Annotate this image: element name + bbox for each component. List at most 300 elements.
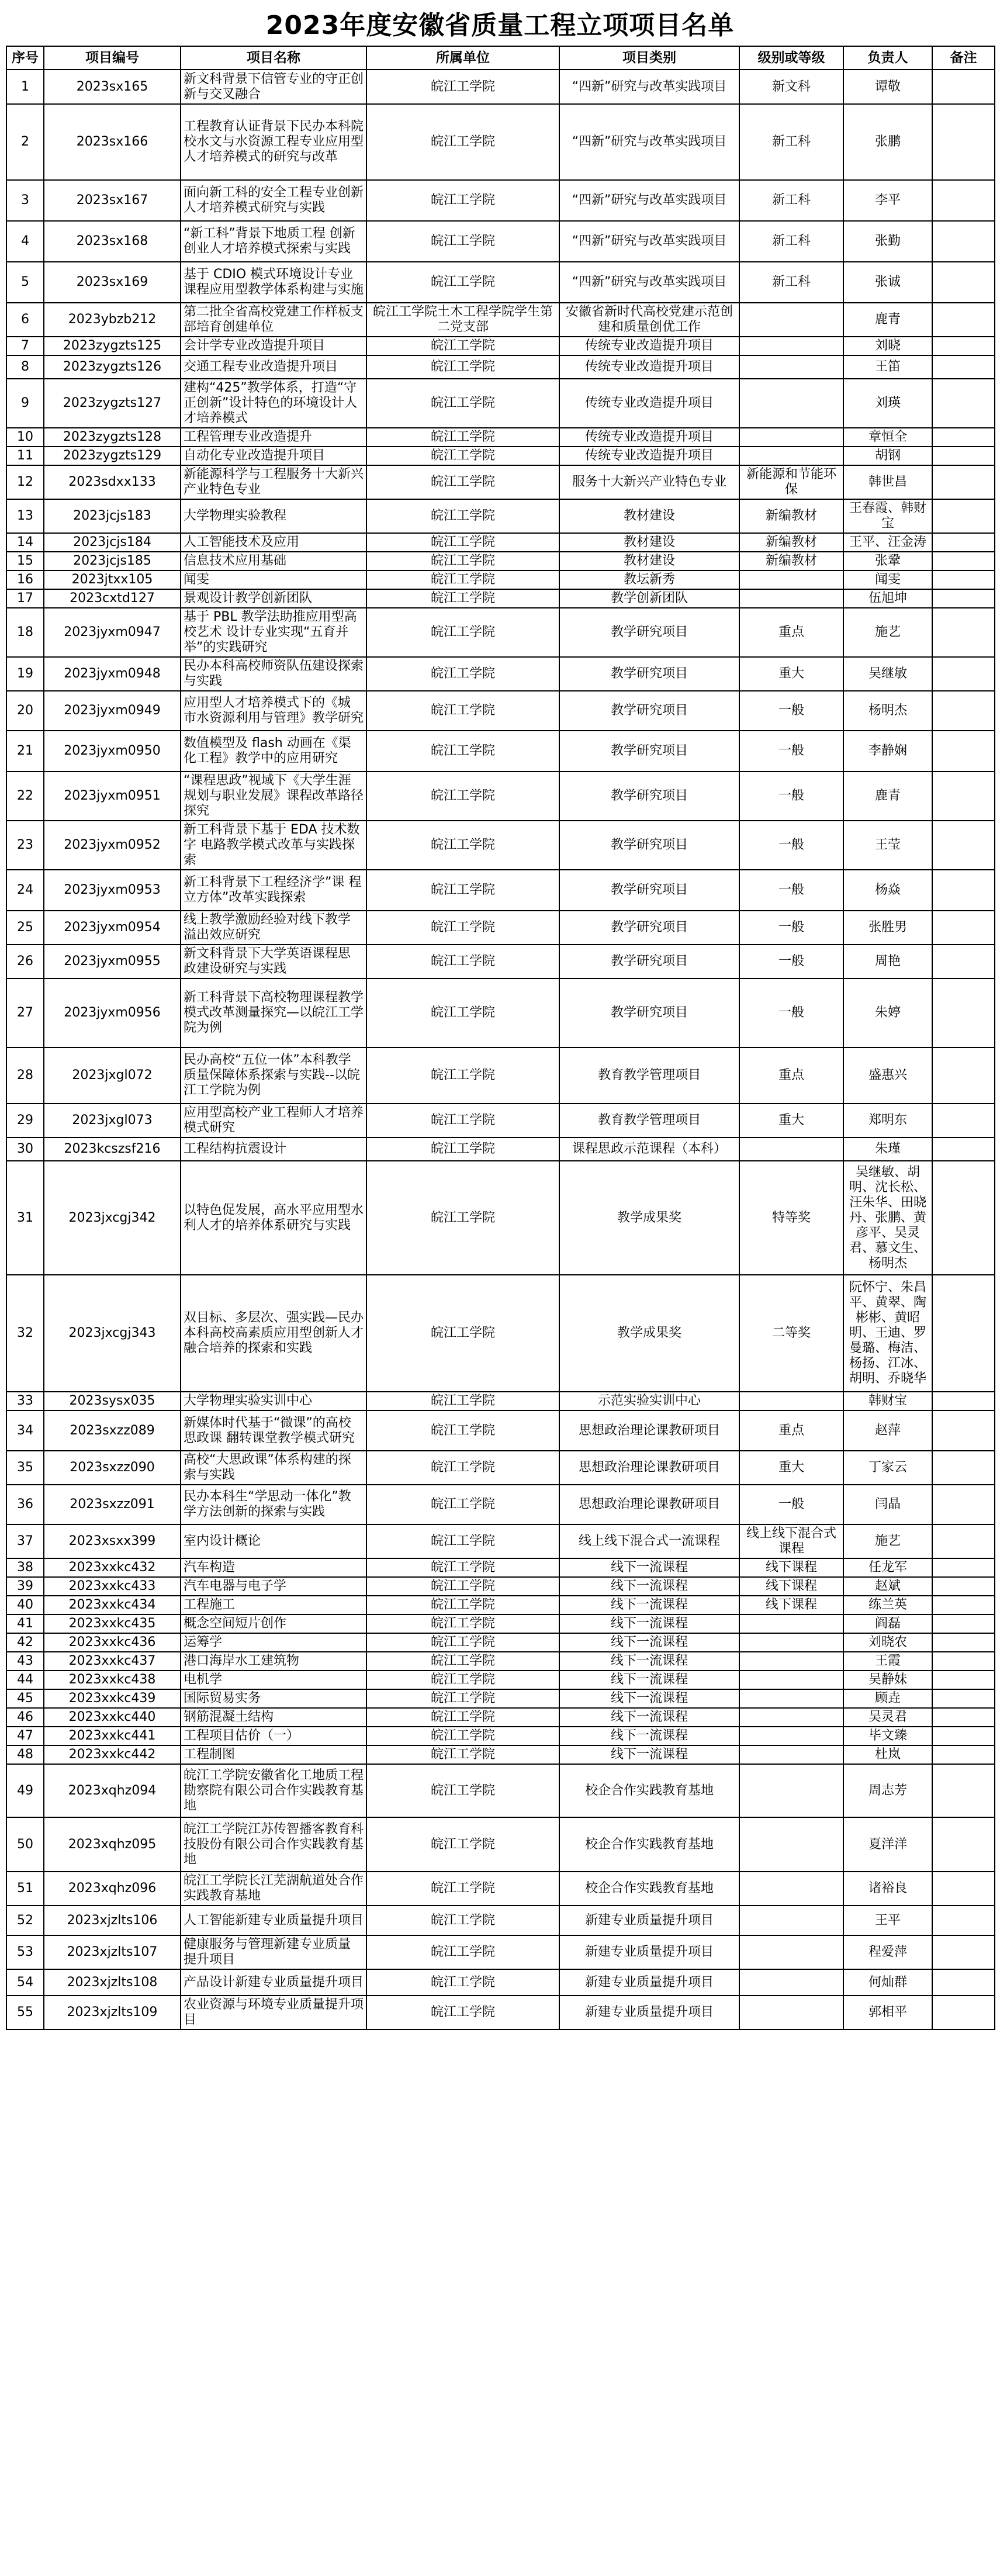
- cell-name: 汽车电器与电子学: [181, 1577, 366, 1596]
- page-title: 2023年度安徽省质量工程立项项目名单: [265, 11, 735, 40]
- cell-code: 2023cxtd127: [44, 589, 181, 608]
- cell-seq: 38: [6, 1558, 44, 1577]
- cell-seq: 52: [6, 1906, 44, 1935]
- table-row: [6, 1817, 995, 1872]
- cell-seq: 50: [6, 1817, 44, 1872]
- cell-level: [739, 1906, 843, 1935]
- cell-level: 重大: [739, 657, 843, 691]
- cell-leader: 伍旭坤: [843, 589, 932, 608]
- cell-leader: 鹿青: [843, 303, 932, 337]
- cell-code: 2023kcszsf216: [44, 1137, 181, 1161]
- cell-leader: 程爱萍: [843, 1935, 932, 1969]
- cell-name: 新媒体时代基于“微课”的高校思政课 翻转课堂教学模式研究: [181, 1410, 366, 1451]
- cell-name: 景观设计教学创新团队: [181, 589, 366, 608]
- table-row: [6, 499, 995, 533]
- cell-level: [739, 1872, 843, 1906]
- cell-code: 2023sxzz090: [44, 1451, 181, 1485]
- cell-code: 2023jxgl073: [44, 1104, 181, 1137]
- cell-unit: 皖江工学院: [366, 1137, 559, 1161]
- cell-note: [932, 1137, 995, 1161]
- cell-code: 2023jtxx105: [44, 570, 181, 589]
- cell-unit: 皖江工学院: [366, 1689, 559, 1708]
- cell-code: 2023xxkc435: [44, 1614, 181, 1633]
- cell-note: [932, 1410, 995, 1451]
- cell-note: [932, 945, 995, 978]
- cell-unit: 皖江工学院: [366, 608, 559, 657]
- table-row: [6, 355, 995, 379]
- cell-name: 皖江工学院长江芜湖航道处合作实践教育基地: [181, 1872, 366, 1906]
- cell-level: 新文科: [739, 70, 843, 104]
- cell-unit: 皖江工学院: [366, 589, 559, 608]
- cell-level: 一般: [739, 821, 843, 870]
- cell-name: 新文科背景下大学英语课程思 政建设研究与实践: [181, 945, 366, 978]
- cell-leader: 任龙军: [843, 1558, 932, 1577]
- cell-name: 交通工程专业改造提升项目: [181, 355, 366, 379]
- table-row: [6, 533, 995, 552]
- cell-unit: 皖江工学院: [366, 70, 559, 104]
- cell-level: 新编教材: [739, 499, 843, 533]
- cell-note: [932, 1596, 995, 1614]
- cell-unit: 皖江工学院: [366, 1451, 559, 1485]
- cell-seq: 3: [6, 180, 44, 221]
- cell-name: 闻雯: [181, 570, 366, 589]
- cell-note: [932, 1906, 995, 1935]
- cell-note: [932, 1485, 995, 1524]
- cell-leader: 周志芳: [843, 1764, 932, 1817]
- cell-leader: 张鹏: [843, 104, 932, 180]
- cell-name: 产品设计新建专业质量提升项目: [181, 1969, 366, 1996]
- cell-seq: 37: [6, 1524, 44, 1558]
- cell-note: [932, 691, 995, 731]
- table-row: [6, 262, 995, 303]
- cell-category: 思想政治理论课教研项目: [559, 1485, 739, 1524]
- cell-category: 线下一流课程: [559, 1671, 739, 1689]
- cell-unit: 皖江工学院: [366, 911, 559, 945]
- cell-unit: 皖江工学院: [366, 1906, 559, 1935]
- cell-unit: 皖江工学院: [366, 570, 559, 589]
- table-row: [6, 1652, 995, 1671]
- cell-seq: 14: [6, 533, 44, 552]
- cell-leader: 刘瑛: [843, 379, 932, 428]
- cell-note: [932, 1969, 995, 1996]
- cell-level: [739, 1392, 843, 1410]
- cell-seq: 29: [6, 1104, 44, 1137]
- cell-level: [739, 303, 843, 337]
- cell-seq: 51: [6, 1872, 44, 1906]
- cell-name: 基于 CDIO 模式环境设计专业课程应用型教学体系构建与实施: [181, 262, 366, 303]
- table-row: [6, 978, 995, 1047]
- cell-category: 线下一流课程: [559, 1745, 739, 1764]
- table-row: [6, 691, 995, 731]
- cell-leader: 练兰英: [843, 1596, 932, 1614]
- cell-leader: 闻雯: [843, 570, 932, 589]
- cell-seq: 27: [6, 978, 44, 1047]
- cell-level: 一般: [739, 731, 843, 772]
- table-row: [6, 1451, 995, 1485]
- cell-leader: 杨明杰: [843, 691, 932, 731]
- cell-note: [932, 1161, 995, 1275]
- cell-category: “四新”研究与改革实践项目: [559, 104, 739, 180]
- cell-code: 2023xxkc441: [44, 1727, 181, 1745]
- cell-leader: 章恒全: [843, 428, 932, 447]
- cell-note: [932, 465, 995, 499]
- cell-category: 教育教学管理项目: [559, 1104, 739, 1137]
- cell-code: 2023jyxm0949: [44, 691, 181, 731]
- table-row: [6, 1935, 995, 1969]
- cell-category: 新建专业质量提升项目: [559, 1996, 739, 2029]
- project-table: [6, 46, 995, 2030]
- cell-name: 数值模型及 flash 动画在《渠 化工程》教学中的应用研究: [181, 731, 366, 772]
- cell-code: 2023jyxm0955: [44, 945, 181, 978]
- cell-leader: 谭敬: [843, 70, 932, 104]
- cell-code: 2023sx168: [44, 221, 181, 262]
- cell-category: 教坛新秀: [559, 570, 739, 589]
- cell-category: 教学研究项目: [559, 978, 739, 1047]
- cell-level: [739, 1652, 843, 1671]
- cell-unit: 皖江工学院: [366, 428, 559, 447]
- cell-category: 传统专业改造提升项目: [559, 428, 739, 447]
- cell-leader: 吴灵君: [843, 1708, 932, 1727]
- cell-level: 重大: [739, 1104, 843, 1137]
- cell-level: [739, 1689, 843, 1708]
- cell-category: “四新”研究与改革实践项目: [559, 221, 739, 262]
- cell-note: [932, 1392, 995, 1410]
- table-row: [6, 821, 995, 870]
- cell-name: 工程项目估价（一）: [181, 1727, 366, 1745]
- cell-leader: 赵萍: [843, 1410, 932, 1451]
- cell-name: 双目标、多层次、强实践—民办本科高校高素质应用型创新人才融合培养的探索和实践: [181, 1275, 366, 1392]
- cell-unit: 皖江工学院: [366, 1652, 559, 1671]
- cell-level: 线下课程: [739, 1577, 843, 1596]
- cell-code: 2023jcjs183: [44, 499, 181, 533]
- cell-unit: 皖江工学院: [366, 821, 559, 870]
- cell-name: 汽车构造: [181, 1558, 366, 1577]
- table-row: [6, 303, 995, 337]
- cell-seq: 24: [6, 870, 44, 911]
- cell-seq: 5: [6, 262, 44, 303]
- cell-seq: 32: [6, 1275, 44, 1392]
- cell-unit: 皖江工学院: [366, 657, 559, 691]
- cell-level: [739, 1137, 843, 1161]
- cell-unit: 皖江工学院: [366, 1935, 559, 1969]
- cell-code: 2023jyxm0947: [44, 608, 181, 657]
- cell-note: [932, 1935, 995, 1969]
- cell-seq: 35: [6, 1451, 44, 1485]
- cell-category: 教学成果奖: [559, 1275, 739, 1392]
- cell-code: 2023jyxm0956: [44, 978, 181, 1047]
- cell-level: 一般: [739, 945, 843, 978]
- cell-code: 2023sx167: [44, 180, 181, 221]
- cell-note: [932, 262, 995, 303]
- cell-leader: 张勤: [843, 221, 932, 262]
- cell-level: [739, 589, 843, 608]
- cell-note: [932, 355, 995, 379]
- cell-leader: 吴继敏: [843, 657, 932, 691]
- cell-note: [932, 1633, 995, 1652]
- cell-category: 课程思政示范课程（本科）: [559, 1137, 739, 1161]
- table-row: [6, 945, 995, 978]
- cell-leader: 韩财宝: [843, 1392, 932, 1410]
- cell-leader: 诸裕良: [843, 1872, 932, 1906]
- cell-name: 新工科背景下工程经济学”课 程立方体”改革实践探索: [181, 870, 366, 911]
- cell-name: 应用型高校产业工程师人才培养模式研究: [181, 1104, 366, 1137]
- cell-unit: 皖江工学院: [366, 1596, 559, 1614]
- cell-leader: 周艳: [843, 945, 932, 978]
- cell-note: [932, 303, 995, 337]
- cell-category: 教学研究项目: [559, 911, 739, 945]
- table-row: [6, 1671, 995, 1689]
- cell-seq: 42: [6, 1633, 44, 1652]
- cell-category: 示范实验实训中心: [559, 1392, 739, 1410]
- cell-leader: 胡钢: [843, 447, 932, 465]
- cell-code: 2023zygzts128: [44, 428, 181, 447]
- cell-leader: 王平、汪金涛: [843, 533, 932, 552]
- cell-category: 教学研究项目: [559, 608, 739, 657]
- cell-name: 人工智能新建专业质量提升项目: [181, 1906, 366, 1935]
- cell-unit: 皖江工学院: [366, 945, 559, 978]
- cell-level: [739, 1935, 843, 1969]
- cell-unit: 皖江工学院: [366, 262, 559, 303]
- cell-code: 2023jyxm0950: [44, 731, 181, 772]
- cell-code: 2023jyxm0954: [44, 911, 181, 945]
- cell-note: [932, 180, 995, 221]
- cell-name: 新文科背景下信管专业的守正创新与交叉融合: [181, 70, 366, 104]
- cell-category: 传统专业改造提升项目: [559, 355, 739, 379]
- cell-note: [932, 552, 995, 570]
- cell-level: 重点: [739, 608, 843, 657]
- table-row: [6, 447, 995, 465]
- cell-name: 民办本科生“学思动一体化”教 学方法创新的探索与实践: [181, 1485, 366, 1524]
- cell-code: 2023sx169: [44, 262, 181, 303]
- cell-leader: 吴静妹: [843, 1671, 932, 1689]
- cell-code: 2023jxgl072: [44, 1047, 181, 1104]
- cell-category: 教材建设: [559, 499, 739, 533]
- cell-seq: 18: [6, 608, 44, 657]
- cell-note: [932, 1524, 995, 1558]
- cell-category: 传统专业改造提升项目: [559, 379, 739, 428]
- cell-category: 校企合作实践教育基地: [559, 1817, 739, 1872]
- cell-note: [932, 911, 995, 945]
- cell-name: 基于 PBL 教学法助推应用型高校艺术 设计专业实现“五育并举”的实践研究: [181, 608, 366, 657]
- cell-unit: 皖江工学院: [366, 337, 559, 355]
- table-row: [6, 570, 995, 589]
- cell-unit: 皖江工学院: [366, 447, 559, 465]
- cell-category: 线下一流课程: [559, 1614, 739, 1633]
- cell-name: 农业资源与环境专业质量提升项目: [181, 1996, 366, 2029]
- table-row: [6, 1524, 995, 1558]
- cell-level: [739, 1633, 843, 1652]
- cell-seq: 1: [6, 70, 44, 104]
- cell-code: 2023jcjs185: [44, 552, 181, 570]
- cell-level: [739, 355, 843, 379]
- cell-name: 民办高校“五位一体”本科教学质量保障体系探索与实践--以皖江工学院为例: [181, 1047, 366, 1104]
- cell-code: 2023xxkc442: [44, 1745, 181, 1764]
- cell-name: 工程管理专业改造提升: [181, 428, 366, 447]
- cell-leader: 阎磊: [843, 1614, 932, 1633]
- cell-level: [739, 1969, 843, 1996]
- cell-note: [932, 608, 995, 657]
- cell-code: 2023jyxm0953: [44, 870, 181, 911]
- cell-level: 新工科: [739, 180, 843, 221]
- cell-unit: 皖江工学院: [366, 1671, 559, 1689]
- cell-category: 新建专业质量提升项目: [559, 1906, 739, 1935]
- cell-code: 2023xxkc432: [44, 1558, 181, 1577]
- cell-level: 一般: [739, 691, 843, 731]
- cell-seq: 13: [6, 499, 44, 533]
- cell-seq: 11: [6, 447, 44, 465]
- table-row: [6, 1392, 995, 1410]
- cell-leader: 王笛: [843, 355, 932, 379]
- cell-note: [932, 870, 995, 911]
- table-body: [6, 70, 995, 2029]
- table-row: [6, 1708, 995, 1727]
- table-row: [6, 1614, 995, 1633]
- cell-leader: 夏洋洋: [843, 1817, 932, 1872]
- table-row: [6, 1104, 995, 1137]
- cell-level: 重点: [739, 1047, 843, 1104]
- cell-code: 2023xqhz095: [44, 1817, 181, 1872]
- cell-seq: 53: [6, 1935, 44, 1969]
- cell-unit: 皖江工学院: [366, 1708, 559, 1727]
- cell-name: 面向新工科的安全工程专业创新人才培养模式研究与实践: [181, 180, 366, 221]
- cell-seq: 2: [6, 104, 44, 180]
- cell-level: [739, 379, 843, 428]
- cell-unit: 皖江工学院: [366, 1633, 559, 1652]
- cell-category: 校企合作实践教育基地: [559, 1872, 739, 1906]
- cell-level: [739, 1745, 843, 1764]
- cell-category: 教材建设: [559, 552, 739, 570]
- cell-name: 线上教学激励经验对线下教学 溢出效应研究: [181, 911, 366, 945]
- cell-seq: 55: [6, 1996, 44, 2029]
- cell-unit: 皖江工学院: [366, 1047, 559, 1104]
- cell-category: 线下一流课程: [559, 1633, 739, 1652]
- cell-unit: 皖江工学院: [366, 465, 559, 499]
- cell-unit: 皖江工学院: [366, 1161, 559, 1275]
- cell-seq: 40: [6, 1596, 44, 1614]
- cell-category: 线上线下混合式一流课程: [559, 1524, 739, 1558]
- cell-name: 建构“425”教学体系，打造“守 正创新”设计特色的环境设计人才培养模式: [181, 379, 366, 428]
- cell-leader: 张胜男: [843, 911, 932, 945]
- cell-note: [932, 1577, 995, 1596]
- cell-leader: 王平: [843, 1906, 932, 1935]
- cell-unit: 皖江工学院: [366, 1410, 559, 1451]
- table-row: [6, 1577, 995, 1596]
- cell-unit: 皖江工学院: [366, 1614, 559, 1633]
- cell-note: [932, 1872, 995, 1906]
- cell-code: 2023xjzlts106: [44, 1906, 181, 1935]
- cell-name: 会计学专业改造提升项目: [181, 337, 366, 355]
- cell-note: [932, 499, 995, 533]
- cell-code: 2023xxkc440: [44, 1708, 181, 1727]
- cell-level: 重大: [739, 1451, 843, 1485]
- table-row: [6, 1745, 995, 1764]
- cell-note: [932, 221, 995, 262]
- cell-note: [932, 1047, 995, 1104]
- cell-note: [932, 772, 995, 821]
- cell-category: “四新”研究与改革实践项目: [559, 180, 739, 221]
- cell-seq: 49: [6, 1764, 44, 1817]
- cell-code: 2023xxkc437: [44, 1652, 181, 1671]
- table-row: [6, 1689, 995, 1708]
- cell-category: 线下一流课程: [559, 1558, 739, 1577]
- cell-unit: 皖江工学院: [366, 552, 559, 570]
- cell-level: [739, 570, 843, 589]
- cell-leader: 杨焱: [843, 870, 932, 911]
- cell-leader: 顾垚: [843, 1689, 932, 1708]
- cell-seq: 12: [6, 465, 44, 499]
- cell-category: 教学研究项目: [559, 691, 739, 731]
- cell-leader: 朱婷: [843, 978, 932, 1047]
- cell-category: 教学研究项目: [559, 731, 739, 772]
- table-row: [6, 1047, 995, 1104]
- cell-leader: 朱瑾: [843, 1137, 932, 1161]
- cell-unit: 皖江工学院: [366, 1577, 559, 1596]
- cell-code: 2023xqhz094: [44, 1764, 181, 1817]
- table-row: [6, 1485, 995, 1524]
- cell-leader: 刘晓: [843, 337, 932, 355]
- cell-seq: 45: [6, 1689, 44, 1708]
- cell-leader: 丁家云: [843, 1451, 932, 1485]
- cell-code: 2023sx166: [44, 104, 181, 180]
- cell-name: 第二批全省高校党建工作样板支部培育创建单位: [181, 303, 366, 337]
- cell-seq: 34: [6, 1410, 44, 1451]
- cell-code: 2023sx165: [44, 70, 181, 104]
- cell-category: 校企合作实践教育基地: [559, 1764, 739, 1817]
- cell-category: 教学研究项目: [559, 821, 739, 870]
- cell-unit: 皖江工学院: [366, 870, 559, 911]
- header-code: 项目编号: [44, 46, 181, 70]
- cell-category: 线下一流课程: [559, 1708, 739, 1727]
- cell-leader: 李平: [843, 180, 932, 221]
- cell-leader: 阮怀宁、朱昌平、黄翠、陶彬彬、黄昭明、王迪、罗曼璐、梅洁、杨扬、江冰、胡明、乔晓华: [843, 1275, 932, 1392]
- table-row: [6, 337, 995, 355]
- cell-level: 新工科: [739, 104, 843, 180]
- cell-level: 新工科: [739, 262, 843, 303]
- cell-note: [932, 447, 995, 465]
- cell-code: 2023jyxm0948: [44, 657, 181, 691]
- cell-unit: 皖江工学院: [366, 221, 559, 262]
- cell-name: 信息技术应用基础: [181, 552, 366, 570]
- cell-level: [739, 1817, 843, 1872]
- cell-code: 2023zygzts126: [44, 355, 181, 379]
- cell-note: [932, 379, 995, 428]
- cell-name: 新能源科学与工程服务十大新兴产业特色专业: [181, 465, 366, 499]
- cell-unit: 皖江工学院: [366, 1104, 559, 1137]
- cell-note: [932, 1817, 995, 1872]
- cell-seq: 20: [6, 691, 44, 731]
- cell-leader: 杜岚: [843, 1745, 932, 1764]
- cell-level: [739, 1764, 843, 1817]
- cell-name: 工程教育认证背景下民办本科院校水文与水资源工程专业应用型人才培养模式的研究与改革: [181, 104, 366, 180]
- cell-level: 一般: [739, 870, 843, 911]
- cell-seq: 16: [6, 570, 44, 589]
- table-row: [6, 1764, 995, 1817]
- cell-category: 线下一流课程: [559, 1652, 739, 1671]
- cell-code: 2023xjzlts108: [44, 1969, 181, 1996]
- cell-name: 自动化专业改造提升项目: [181, 447, 366, 465]
- cell-category: 教育教学管理项目: [559, 1047, 739, 1104]
- table-row: [6, 1410, 995, 1451]
- cell-seq: 10: [6, 428, 44, 447]
- cell-unit: 皖江工学院: [366, 1817, 559, 1872]
- cell-code: 2023zygzts129: [44, 447, 181, 465]
- cell-note: [932, 1558, 995, 1577]
- cell-note: [932, 1104, 995, 1137]
- cell-seq: 17: [6, 589, 44, 608]
- cell-code: 2023sdxx133: [44, 465, 181, 499]
- cell-name: 国际贸易实务: [181, 1689, 366, 1708]
- cell-seq: 4: [6, 221, 44, 262]
